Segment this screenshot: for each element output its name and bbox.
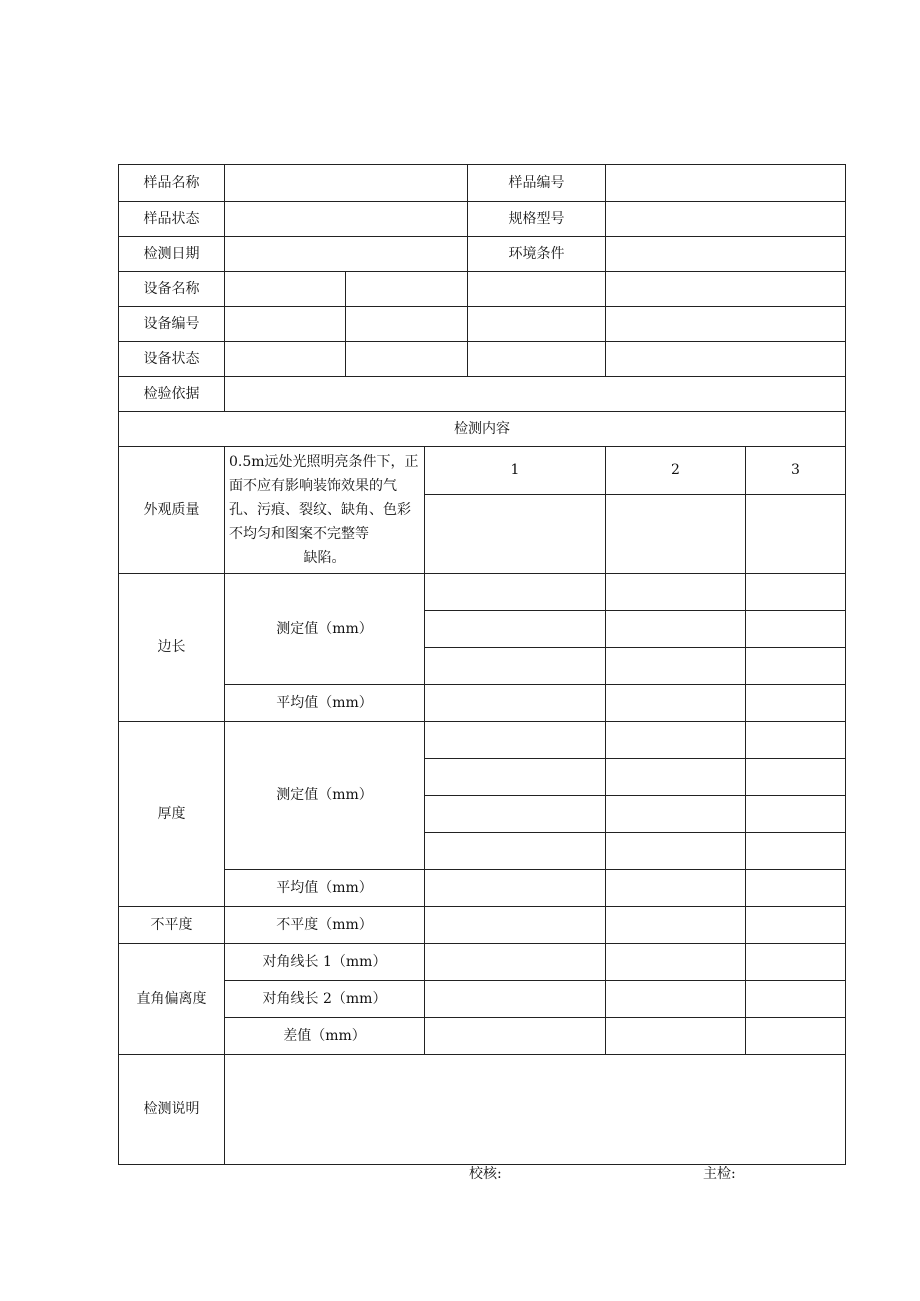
diagonal-1-cell[interactable] xyxy=(425,944,606,981)
edge-measured-cell[interactable] xyxy=(746,611,846,648)
flatness-cell[interactable] xyxy=(746,907,846,944)
thickness-measured-cell[interactable] xyxy=(746,796,846,833)
equipment-state-field-4[interactable] xyxy=(606,342,846,377)
thickness-measured-cell[interactable] xyxy=(746,833,846,870)
equipment-no-label: 设备编号 xyxy=(119,307,225,342)
equipment-name-field-1[interactable] xyxy=(225,272,346,307)
edge-measured-cell[interactable] xyxy=(425,611,606,648)
equipment-name-field-4[interactable] xyxy=(606,272,846,307)
difference-label: 差值（mm） xyxy=(225,1018,425,1055)
thickness-measured-cell[interactable] xyxy=(606,796,746,833)
difference-cell[interactable] xyxy=(606,1018,746,1055)
thickness-measured-cell[interactable] xyxy=(425,759,606,796)
appearance-cell-3[interactable] xyxy=(746,495,846,574)
edge-measured-label: 测定值（mm） xyxy=(225,574,425,685)
thickness-measured-cell[interactable] xyxy=(425,722,606,759)
equipment-state-label: 设备状态 xyxy=(119,342,225,377)
appearance-description-end: 缺陷。 xyxy=(303,550,346,566)
sample-state-field[interactable] xyxy=(225,202,468,237)
edge-average-label: 平均值（mm） xyxy=(225,685,425,722)
thickness-average-label: 平均值（mm） xyxy=(225,870,425,907)
diagonal-2-cell[interactable] xyxy=(746,981,846,1018)
edge-average-cell[interactable] xyxy=(746,685,846,722)
flatness-cell[interactable] xyxy=(606,907,746,944)
sample-col-2-header: 2 xyxy=(606,447,746,495)
sample-name-field[interactable] xyxy=(225,165,468,202)
sample-col-3-header: 3 xyxy=(746,447,846,495)
edge-average-cell[interactable] xyxy=(606,685,746,722)
env-condition-field[interactable] xyxy=(606,237,846,272)
sample-name-label: 样品名称 xyxy=(119,165,225,202)
flatness-cell[interactable] xyxy=(425,907,606,944)
diagonal-1-cell[interactable] xyxy=(606,944,746,981)
thickness-average-cell[interactable] xyxy=(606,870,746,907)
appearance-label: 外观质量 xyxy=(119,447,225,574)
thickness-label: 厚度 xyxy=(119,722,225,907)
appearance-cell-2[interactable] xyxy=(606,495,746,574)
edge-measured-cell[interactable] xyxy=(606,611,746,648)
equipment-name-label: 设备名称 xyxy=(119,272,225,307)
equipment-no-field-2[interactable] xyxy=(346,307,468,342)
equipment-state-field-2[interactable] xyxy=(346,342,468,377)
thickness-measured-cell[interactable] xyxy=(425,833,606,870)
appearance-description-text: 0.5m远处光照明亮条件下，正面不应有影响装饰效果的气孔、污痕、裂纹、缺角、色彩不均匀和图案不完整等 xyxy=(229,454,419,542)
thickness-measured-cell[interactable] xyxy=(606,722,746,759)
thickness-measured-cell[interactable] xyxy=(746,759,846,796)
sample-col-1-header: 1 xyxy=(425,447,606,495)
edge-measured-cell[interactable] xyxy=(425,648,606,685)
basis-label: 检验依据 xyxy=(119,377,225,412)
diagonal-2-cell[interactable] xyxy=(606,981,746,1018)
appearance-cell-1[interactable] xyxy=(425,495,606,574)
section-title: 检测内容 xyxy=(119,412,846,447)
edge-average-cell[interactable] xyxy=(425,685,606,722)
equipment-no-field-1[interactable] xyxy=(225,307,346,342)
notes-field[interactable] xyxy=(225,1055,846,1165)
difference-cell[interactable] xyxy=(746,1018,846,1055)
edge-label: 边长 xyxy=(119,574,225,722)
basis-field[interactable] xyxy=(225,377,846,412)
inspection-form-table xyxy=(118,164,846,1165)
equipment-state-field-1[interactable] xyxy=(225,342,346,377)
diagonal-1-label: 对角线长 1（mm） xyxy=(225,944,425,981)
thickness-average-cell[interactable] xyxy=(425,870,606,907)
sample-no-field[interactable] xyxy=(606,165,846,202)
spec-model-label: 规格型号 xyxy=(468,202,606,237)
difference-cell[interactable] xyxy=(425,1018,606,1055)
thickness-measured-cell[interactable] xyxy=(425,796,606,833)
squareness-label: 直角偏离度 xyxy=(119,944,225,1055)
inspector-signature-label: 主检: xyxy=(703,1166,736,1182)
sample-no-label: 样品编号 xyxy=(468,165,606,202)
thickness-measured-cell[interactable] xyxy=(746,722,846,759)
edge-measured-cell[interactable] xyxy=(425,574,606,611)
edge-measured-cell[interactable] xyxy=(746,648,846,685)
equipment-no-field-3[interactable] xyxy=(468,307,606,342)
equipment-name-field-3[interactable] xyxy=(468,272,606,307)
sample-state-label: 样品状态 xyxy=(119,202,225,237)
spec-model-field[interactable] xyxy=(606,202,846,237)
edge-measured-cell[interactable] xyxy=(606,648,746,685)
edge-measured-cell[interactable] xyxy=(746,574,846,611)
thickness-average-cell[interactable] xyxy=(746,870,846,907)
diagonal-2-cell[interactable] xyxy=(425,981,606,1018)
review-signature-label: 校核: xyxy=(469,1166,502,1182)
equipment-no-field-4[interactable] xyxy=(606,307,846,342)
thickness-measured-cell[interactable] xyxy=(606,759,746,796)
flatness-label: 不平度 xyxy=(119,907,225,944)
env-condition-label: 环境条件 xyxy=(468,237,606,272)
equipment-state-field-3[interactable] xyxy=(468,342,606,377)
diagonal-2-label: 对角线长 2（mm） xyxy=(225,981,425,1018)
edge-measured-cell[interactable] xyxy=(606,574,746,611)
thickness-measured-cell[interactable] xyxy=(606,833,746,870)
thickness-measured-label: 测定值（mm） xyxy=(225,722,425,870)
test-date-label: 检测日期 xyxy=(119,237,225,272)
flatness-item-label: 不平度（mm） xyxy=(225,907,425,944)
diagonal-1-cell[interactable] xyxy=(746,944,846,981)
equipment-name-field-2[interactable] xyxy=(346,272,468,307)
appearance-description xyxy=(225,447,425,574)
notes-label: 检测说明 xyxy=(119,1055,225,1165)
test-date-field[interactable] xyxy=(225,237,468,272)
